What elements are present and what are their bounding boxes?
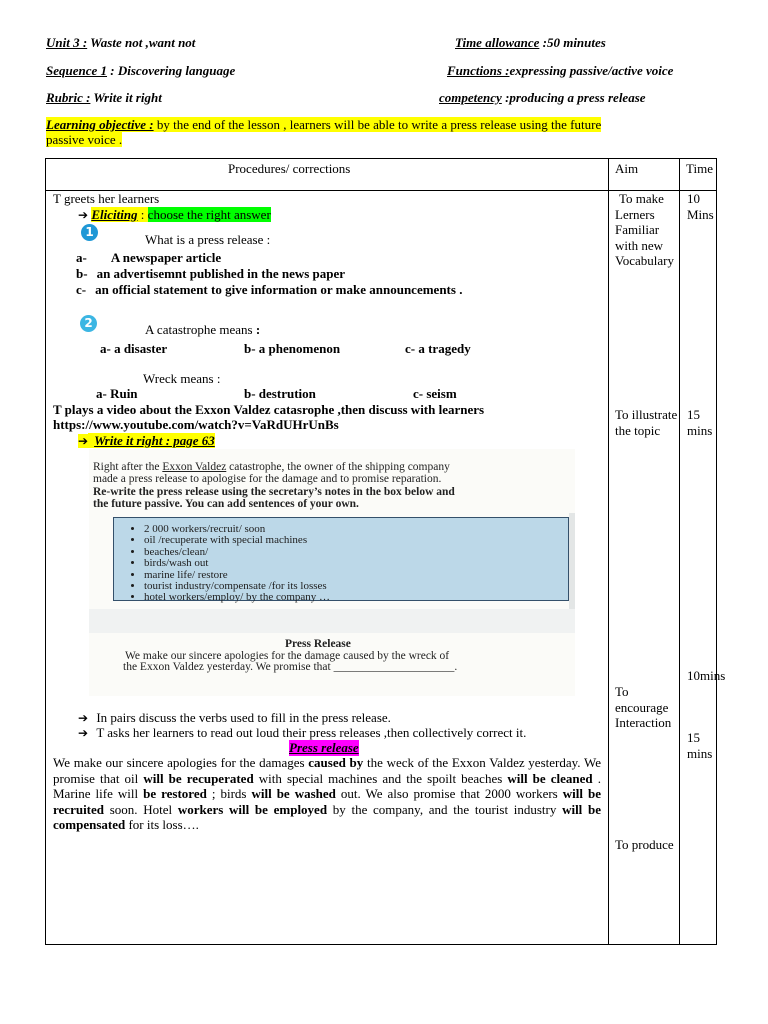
aim-4: To produce xyxy=(615,837,674,852)
option-text: A newspaper article xyxy=(110,250,222,265)
note-item: • beaches/clean/ xyxy=(144,547,568,558)
scan-bleed xyxy=(89,609,575,633)
eliciting-sep: : xyxy=(137,207,148,222)
passive-verb: will be cleaned xyxy=(507,770,593,786)
q1-option-a xyxy=(76,250,221,266)
functions-label: Functions : xyxy=(447,63,510,78)
passive-verb: will be recruited xyxy=(53,786,601,817)
answer-text: by the company, and the tourist industry xyxy=(327,801,563,817)
arrow-icon: ➔ xyxy=(78,726,89,740)
textbook-instruction-2: the future passive. You can add sentences of your own. xyxy=(93,498,359,510)
answer-text: with special machines and the spoilt beaches xyxy=(253,770,508,786)
press-release-heading: Press Release xyxy=(285,638,351,650)
write-it-right-label: Write it right : page 63 xyxy=(88,433,215,448)
answer-text: ; birds xyxy=(206,786,252,801)
objective-label: Learning objective : xyxy=(46,117,154,132)
note-item: • marine life/ restore xyxy=(144,570,568,581)
passive-verb: will be compensated xyxy=(53,801,601,832)
time-allowance-value: :50 minutes xyxy=(539,35,606,50)
time-1: 10 Mins xyxy=(687,191,714,222)
time-3: 10mins xyxy=(687,668,726,683)
q3-option-b: b- destrution xyxy=(244,386,316,401)
q1-option-c xyxy=(76,282,462,298)
textbook-intro-line-2: made a press release to apologise for the damage and to promise reparation. xyxy=(93,473,442,485)
functions-value: expressing passive/active voice xyxy=(509,63,674,78)
eliciting-label: Eliciting xyxy=(91,207,138,222)
question-number-2: 2 xyxy=(80,315,97,332)
passive-verb: will be washed xyxy=(251,786,336,801)
q2-option-a: a- a disaster xyxy=(100,341,168,356)
note-item: • birds/wash out xyxy=(144,558,568,569)
option-text: an advertisemnt published in the news paper xyxy=(96,266,346,281)
arrow-icon: ➔ xyxy=(78,208,89,222)
pairs-text: In pairs discuss the verbs used to fill in the press release. xyxy=(96,710,391,725)
objective-text-2: passive voice . xyxy=(46,132,123,147)
aim-2: To illustrate the topic xyxy=(615,407,678,438)
read-aloud-line xyxy=(78,725,526,741)
answer-text: out. We also promise that 2000 workers xyxy=(335,786,563,801)
eliciting-line xyxy=(78,207,271,223)
time-allowance-label: Time allowance xyxy=(455,35,540,50)
write-it-right-line xyxy=(78,433,215,449)
sequence-value: : Discovering language xyxy=(107,63,236,78)
arrow-icon: ➔ xyxy=(78,434,89,448)
note-item: • tourist industry/compensate /for its losses xyxy=(144,581,568,592)
rubric-label: Rubric : xyxy=(46,90,91,105)
objective-line-2 xyxy=(46,132,122,148)
option-letter: b- xyxy=(76,266,88,281)
competency-line xyxy=(439,90,646,106)
note-item: • oil /recuperate with special machines xyxy=(144,535,568,546)
column-divider xyxy=(608,159,609,944)
sequence-label: Sequence 1 xyxy=(46,63,108,78)
sequence-line xyxy=(46,63,235,79)
secretary-notes-box xyxy=(113,517,569,604)
unit-line xyxy=(46,35,195,51)
answer-text: for its loss…. xyxy=(125,817,199,832)
textbook-excerpt-image xyxy=(89,449,575,696)
press-release-answer xyxy=(53,755,601,833)
option-text: an official statement to give information or make announcements . xyxy=(95,282,463,297)
eliciting-value: choose the right answer xyxy=(147,207,271,222)
column-divider xyxy=(679,159,680,944)
competency-value: :producing a press release xyxy=(501,90,646,105)
note-item: • 2 000 workers/recruit/ soon xyxy=(144,524,568,535)
video-link[interactable]: https://www.youtube.com/watch?v=VaRdUHrUnBs xyxy=(53,417,339,432)
q3-option-a: a- Ruin xyxy=(96,386,138,401)
aim-1: To make Lerners Familiar with new Vocabulary xyxy=(615,191,674,268)
q3-option-c: c- seism xyxy=(413,386,457,401)
time-4: 15 mins xyxy=(687,730,713,761)
greeting-text: T greets her learners xyxy=(53,191,160,206)
passive-verb: will be recuperated xyxy=(143,770,254,786)
answer-text: . Marine life will xyxy=(53,770,601,801)
question-2: A catastrophe means : xyxy=(145,322,261,337)
option-letter: c- xyxy=(76,282,87,297)
textbook-instruction-1: Re-write the press release using the secretary’s notes in the box below and xyxy=(93,486,455,498)
textbook-intro-line-1: Right after the Exxon Valdez catastrophe, the owner of the shipping company xyxy=(93,461,450,473)
arrow-icon: ➔ xyxy=(78,711,89,725)
option-letter: a- xyxy=(76,250,87,265)
answer-text: We make our sincere apologies for the damages xyxy=(53,755,309,770)
note-item: • hotel workers/employ/ by the company … xyxy=(144,592,568,603)
time-allowance-line xyxy=(455,35,606,51)
read-aloud-text: T asks her learners to read out loud their press releases ,then collectively correct it. xyxy=(96,725,527,740)
answer-text: the weck of the Exxon Valdez yesterday. We promise that oil xyxy=(53,755,601,786)
objective-text-1: by the end of the lesson , learners will be able to write a press release using the future xyxy=(153,117,602,132)
passive-verb: workers will be employed xyxy=(177,801,328,817)
press-release-line-1: We make our sincere apologies for the damage caused by the wreck of xyxy=(125,650,450,662)
q2-option-b: b- a phenomenon xyxy=(244,341,341,356)
column-header-procedures: Procedures/ corrections xyxy=(228,161,351,176)
unit-label: Unit 3 : xyxy=(46,35,88,50)
passive-verb: be restored xyxy=(143,786,207,801)
video-instruction: T plays a video about the Exxon Valdez catasrophe ,then discuss with learners xyxy=(53,402,485,417)
press-release-title: Press release xyxy=(289,740,359,755)
rubric-line xyxy=(46,90,162,106)
question-1: What is a press release : xyxy=(145,232,271,247)
objective-line-1 xyxy=(46,117,601,133)
question-3: Wreck means : xyxy=(143,371,221,386)
question-number-1: 1 xyxy=(81,224,98,241)
functions-line xyxy=(447,63,673,79)
pairs-line xyxy=(78,710,391,726)
answer-text: soon. Hotel xyxy=(104,801,178,817)
column-header-aim: Aim xyxy=(615,161,639,176)
passive-verb: caused by xyxy=(308,755,364,770)
aim-3: To encourage Interaction xyxy=(615,684,672,730)
q2-option-c: c- a tragedy xyxy=(405,341,471,356)
time-2: 15 mins xyxy=(687,407,713,438)
column-header-time: Time xyxy=(686,161,713,176)
press-release-line-2: the Exxon Valdez yesterday. We promise that _____________________. xyxy=(123,661,458,673)
unit-value: Waste not ,want not xyxy=(87,35,196,50)
competency-label: competency xyxy=(439,90,502,105)
rubric-value: Write it right xyxy=(90,90,162,105)
q1-option-b xyxy=(76,266,345,282)
